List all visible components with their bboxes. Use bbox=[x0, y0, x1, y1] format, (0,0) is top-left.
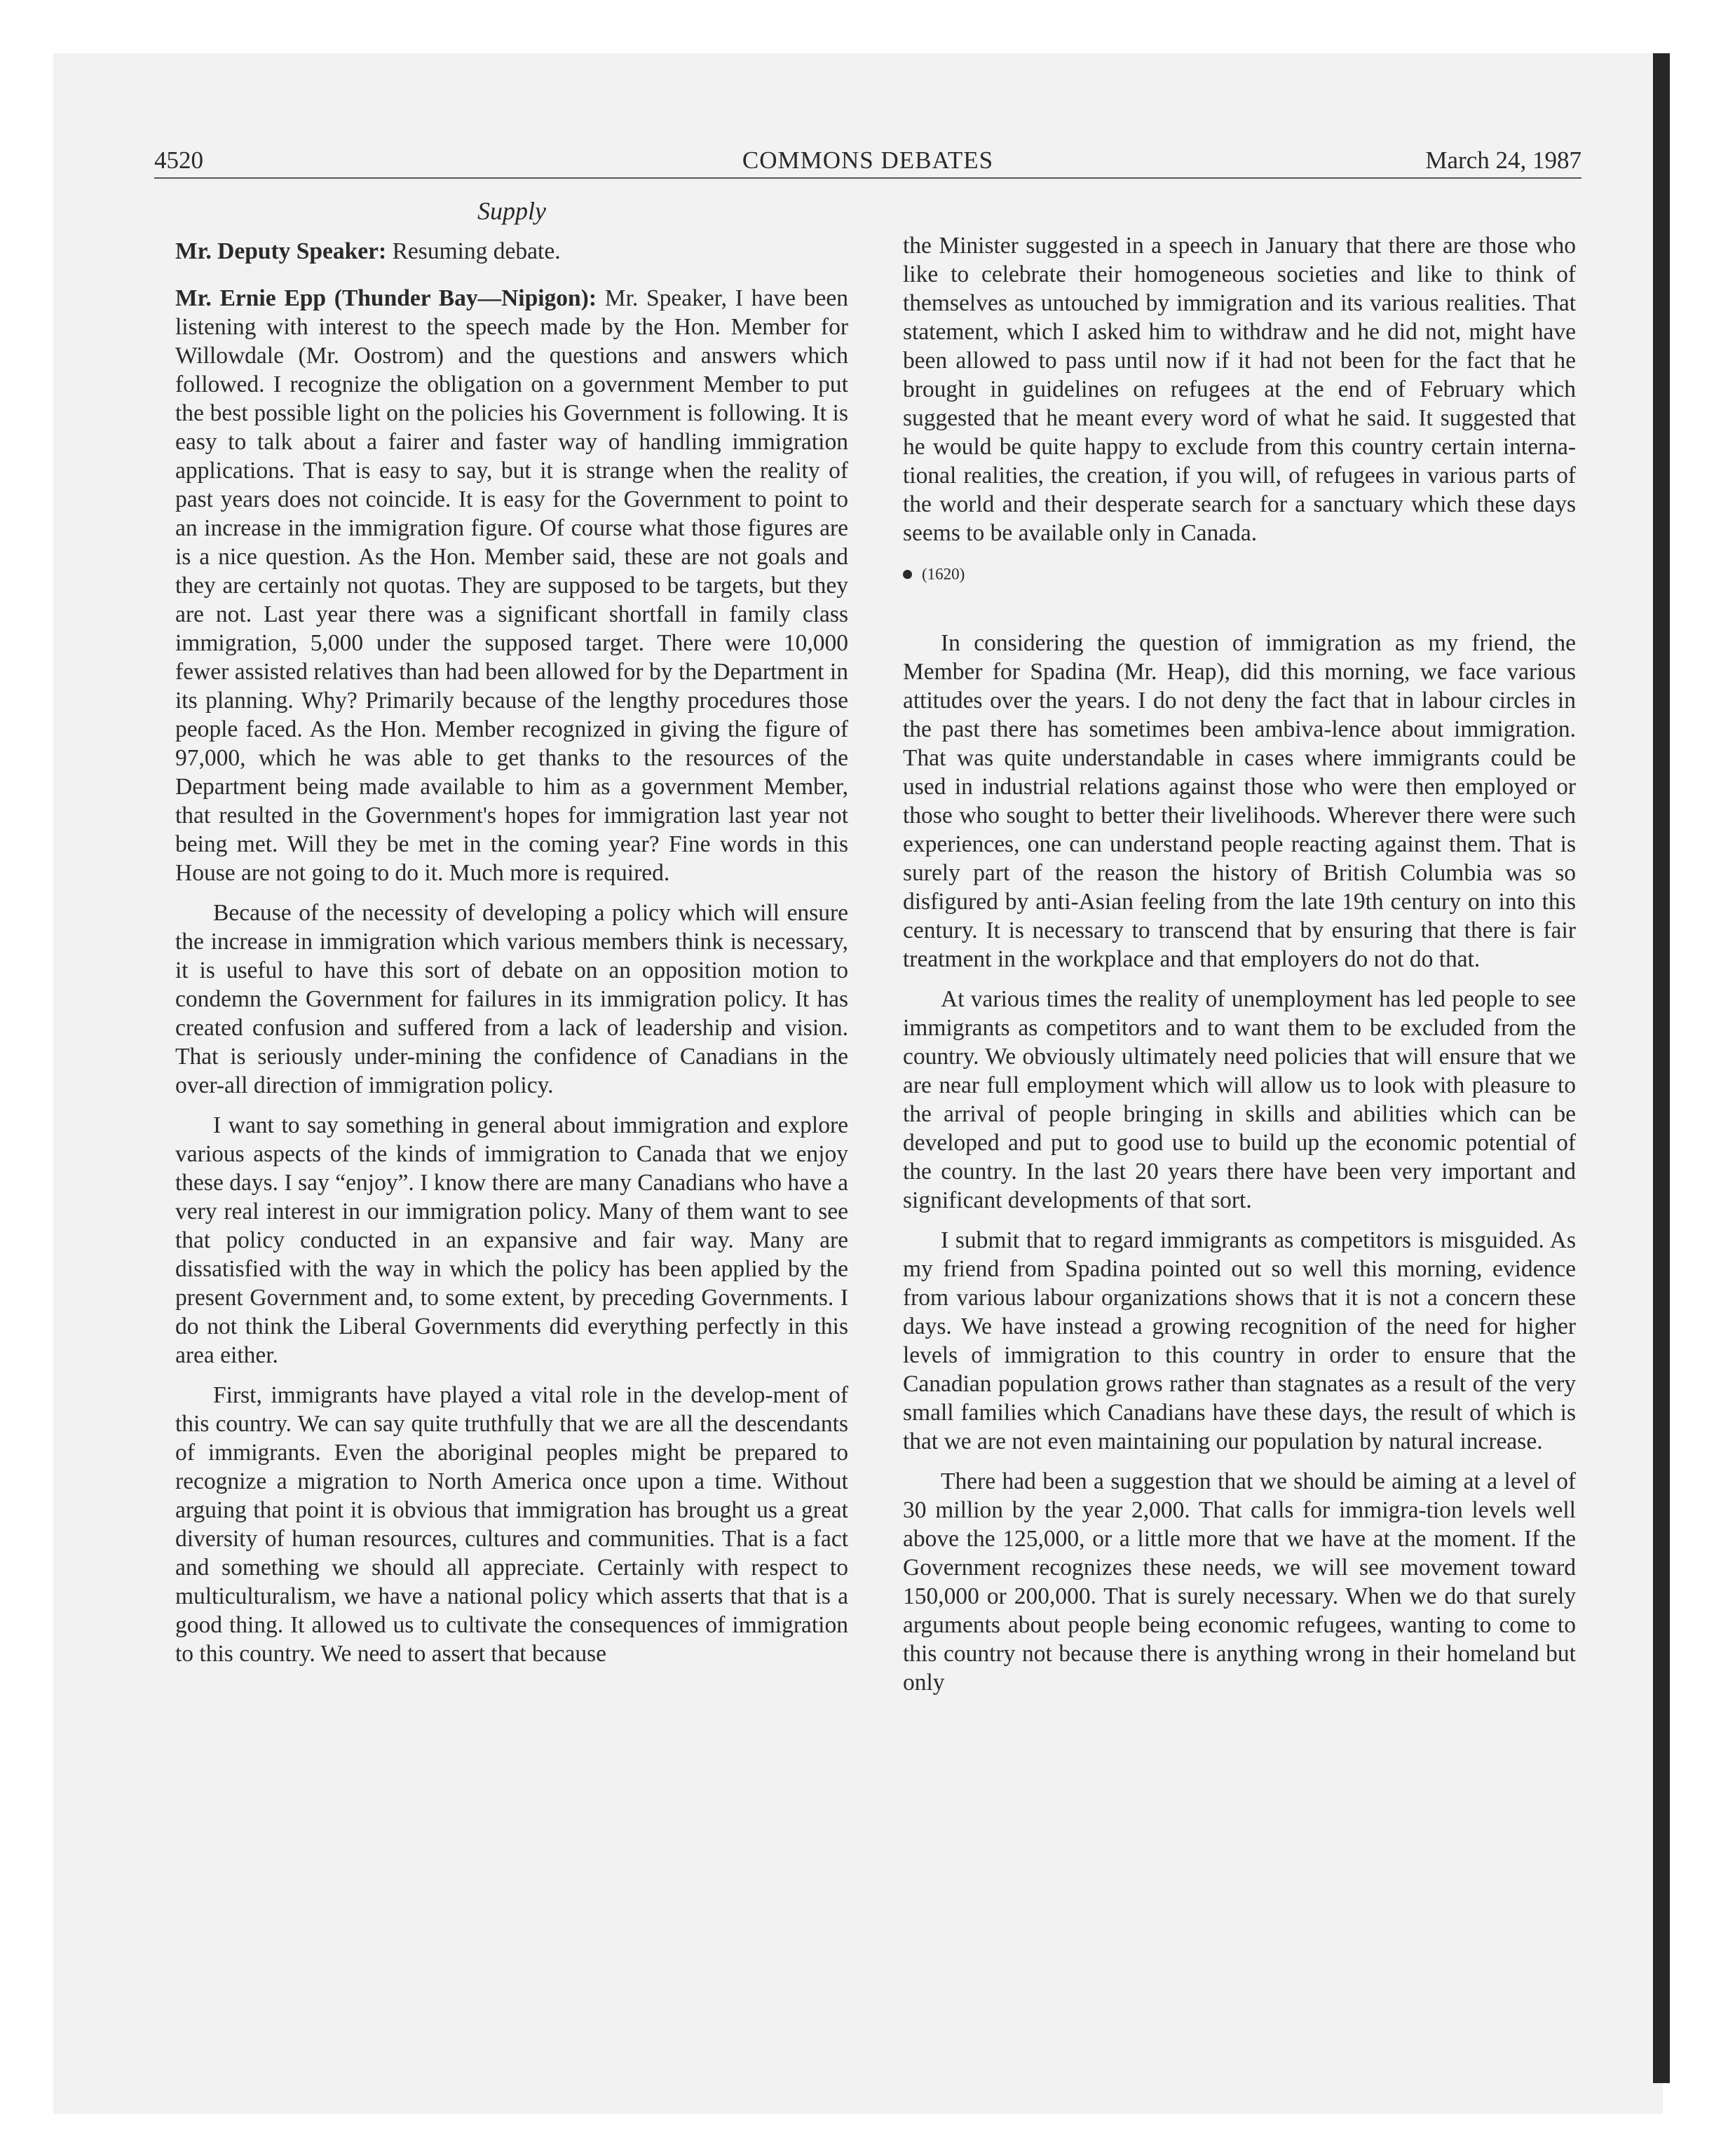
bullet-icon bbox=[903, 570, 912, 579]
paragraph: the Minister suggested in a speech in January that there are those who like to celebrate their homogeneous societies and like to think of themselves as untouched by immigration and its various realities. That statement, which I asked him to withdraw and he did not, might have been allowed to pass until now if it had not been for the fact that he brought in guidelines on refugees at the end of February which suggested that he meant every word of what he said. It suggested that he would be quite happy to exclude from this country certain interna-tional realities, the creation, if you will, of refugees in various parts of the world and their desperate search for a sanctuary which these days seems to be available only in Canada. bbox=[903, 233, 1576, 546]
publication-title: COMMONS DEBATES bbox=[742, 146, 994, 174]
section-title: Supply bbox=[477, 197, 546, 225]
paragraph: There had been a suggestion that we should be aiming at a level of 30 million by the year 2,000. That calls for immigra-tion levels well above the 125,000, or a little more that we have at the moment. If the Government recognizes these needs, we will see movement toward 150,000 or 200,000. That is surely necessary. When we do that surely arguments about people being economic refugees, wanting to come to this country not because there is anything wrong in their homeland but only bbox=[903, 1468, 1576, 1696]
time-marker-text: (1620) bbox=[922, 565, 965, 583]
paragraph: First, immigrants have played a vital role in the develop-ment of this country. We can say quite truthfully that we are all the descendants of immigrants. Even the aboriginal peoples might be prepared to recognize a migration to North America once upon a time. Without arguing that point it is obvious that immigration has brought us a great diversity of human resources, cultures and communities. That is a fact and something we should all appreciate. Certainly with respect to multiculturalism, we have a national policy which asserts that that is a good thing. It allowed us to cultivate the consequences of immigration to this country. We need to assert that because bbox=[175, 1382, 848, 1667]
publication-date: March 24, 1987 bbox=[1425, 146, 1581, 174]
time-marker bbox=[903, 563, 1576, 585]
left-column bbox=[175, 237, 848, 1679]
paragraph: I submit that to regard immigrants as competitors is misguided. As my friend from Spadina pointed out so well this morning, evidence from various labour organizations shows that it is not a concern these days. We have instead a growing recognition of the need for higher levels of immigration to this country in order to ensure that the Canadian population grows rather than stagnates as a result of the very small families which Canadians have these days, the result of which is that we are not even maintaining our population by natural increase. bbox=[903, 1227, 1576, 1454]
page-header bbox=[154, 143, 1581, 178]
paragraph: I want to say something in general about immigration and explore various aspects of the kinds of immigration to Canada that we enjoy these days. I say “enjoy”. I know there are many Canadians who have a very real interest in our immigration policy. Many of them want to see that policy conducted in an expansive and fair way. Many are dissatisfied with the way in which the policy has been applied by the present Government and, to some extent, by preceding Governments. I do not think the Liberal Governments did everything perfectly in this area either. bbox=[175, 1112, 848, 1368]
scan-edge-bar bbox=[1653, 53, 1670, 2083]
header-rule bbox=[154, 177, 1581, 179]
paragraph bbox=[175, 284, 848, 887]
paragraph: Because of the necessity of developing a policy which will ensure the increase in immigration which various members think is necessary, it is useful to have this sort of debate on an opposition motion to condemn the Government for failures in its immigration policy. It has created confusion and suffered from a lack of leadership and vision. That is seriously under-mining the confidence of Canadians in the over-all direction of immigration policy. bbox=[175, 900, 848, 1098]
right-column bbox=[903, 231, 1576, 1708]
paragraph-text: Mr. Speaker, I have been listening with interest to the speech made by the Hon. Member for Willowdale (Mr. Oostrom) and the questions and answers which followed. I recognize the obligation on a government Member to put the best possible light on the policies his Government is following. It is easy to talk about a fairer and faster way of handling immigration applications. That is easy to say, but it is strange when the reality of past years does not coincide. It is easy for the Government to point to an increase in the immigration figure. Of course what those figures are is a nice question. As the Hon. Member said, these are not goals and they are certainly not quotas. They are supposed to be targets, but they are not. Last year there was a significant shortfall in family class immigration, 5,000 under the supposed target. There were 10,000 fewer assisted relatives than had been allowed for by the Department in its planning. Why? Primarily because of the lengthy procedures those people faced. As the Hon. Member recognized in giving the figure of 97,000, which he was able to get thanks to the resources of the Department being made available to him as a government Member, that resulted in the Government's hopes for immigration last year not being met. Will they be met in the coming year? Fine words in this House are not going to do it. Much more is required. bbox=[175, 285, 848, 886]
paragraph-text: Resuming debate. bbox=[386, 238, 561, 264]
paragraph: At various times the reality of unemployment has led people to see immigrants as competitors and to want them to be excluded from the country. We obviously ultimately need policies that will ensure that we are near full employment which will allow us to look with pleasure to the arrival of people bringing in skills and abilities which can be developed and put to good use to build up the economic potential of the country. In the last 20 years there have been very important and significant developments of that sort. bbox=[903, 985, 1576, 1213]
speaker-name: Mr. Deputy Speaker: bbox=[175, 238, 387, 264]
page-number: 4520 bbox=[154, 146, 203, 174]
paragraph: In considering the question of immigration as my friend, the Member for Spadina (Mr. Heap), did this morning, we face various attitudes over the years. I do not deny the fact that in labour circles in the past there has sometimes been ambiva-lence about immigration. That was quite understandable in cases where immigrants could be used in industrial relations against those who were then employed or those who sought to better their livelihoods. Wherever there were such experiences, one can understand people reacting against them. That is surely part of the reason the history of British Columbia was so disfigured by anti-Asian feeling from the late 19th century on into this century. It is necessary to transcend that by ensuring that there is fair treatment in the workplace and that employers do not do that. bbox=[903, 629, 1576, 972]
paragraph bbox=[175, 237, 848, 266]
speaker-name: Mr. Ernie Epp (Thunder Bay—Nipigon): bbox=[175, 285, 597, 311]
